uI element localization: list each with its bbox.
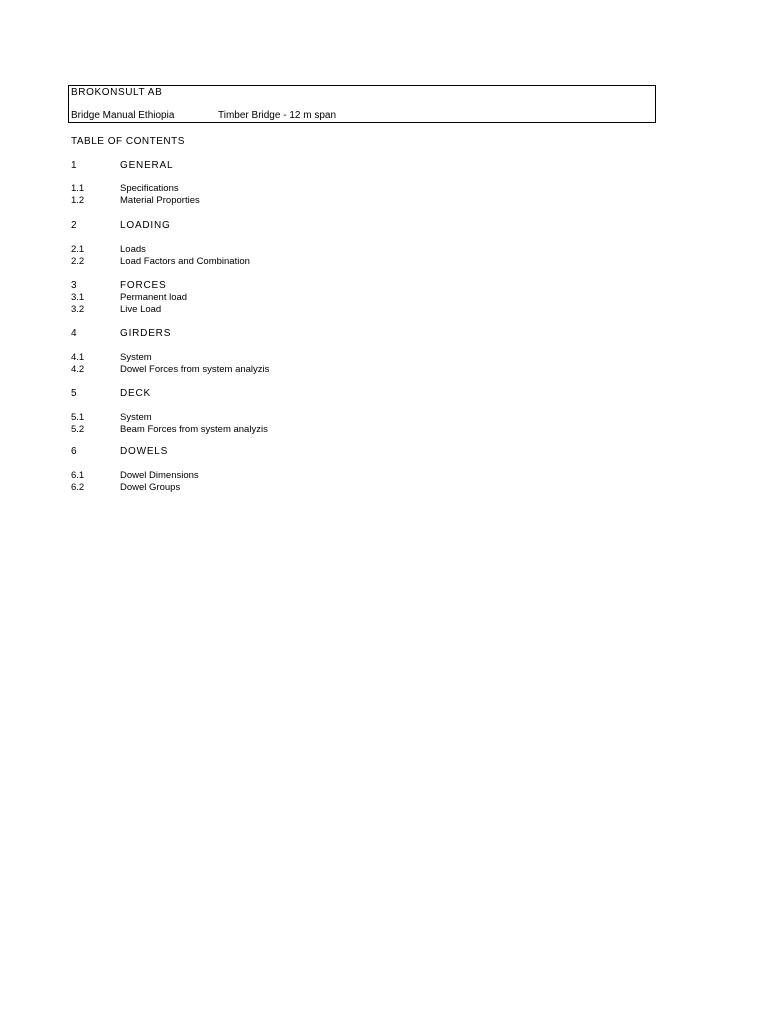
item-title: Specifications: [120, 183, 179, 194]
item-number: 2.2: [71, 256, 85, 267]
section-number: 6: [71, 446, 77, 457]
item-title: System: [120, 412, 152, 423]
section-title: GENERAL: [120, 160, 174, 171]
item-number: 2.1: [71, 244, 85, 255]
section-title: GIRDERS: [120, 328, 172, 339]
company-name: BROKONSULT AB: [71, 87, 163, 98]
document-subject: Timber Bridge - 12 m span: [218, 110, 337, 121]
section-title: FORCES: [120, 280, 167, 291]
item-number: 6.2: [71, 482, 85, 493]
section-number: 3: [71, 280, 77, 291]
item-number: 4.2: [71, 364, 85, 375]
item-title: Material Proporties: [120, 195, 200, 206]
item-title: Permanent load: [120, 292, 188, 303]
section-title: DOWELS: [120, 446, 169, 457]
item-number: 5.2: [71, 424, 85, 435]
item-title: Dowel Dimensions: [120, 470, 199, 481]
item-title: Live Load: [120, 304, 162, 315]
section-number: 2: [71, 220, 77, 231]
section-title: LOADING: [120, 220, 171, 231]
section-number: 1: [71, 160, 77, 171]
item-number: 3.1: [71, 292, 85, 303]
item-number: 3.2: [71, 304, 85, 315]
manual-title: Bridge Manual Ethiopia: [71, 110, 175, 121]
section-number: 5: [71, 388, 77, 399]
item-title: Loads: [120, 244, 146, 255]
item-title: Load Factors and Combination: [120, 256, 250, 267]
section-number: 4: [71, 328, 77, 339]
section-title: DECK: [120, 388, 151, 399]
item-title: Dowel Groups: [120, 482, 181, 493]
item-number: 6.1: [71, 470, 85, 481]
item-number: 4.1: [71, 352, 85, 363]
document-header: [68, 85, 656, 123]
item-number: 1.1: [71, 183, 85, 194]
item-number: 5.1: [71, 412, 85, 423]
item-number: 1.2: [71, 195, 85, 206]
item-title: Beam Forces from system analyzis: [120, 424, 268, 435]
item-title: System: [120, 352, 152, 363]
toc-title: TABLE OF CONTENTS: [71, 136, 185, 147]
item-title: Dowel Forces from system analyzis: [120, 364, 270, 375]
